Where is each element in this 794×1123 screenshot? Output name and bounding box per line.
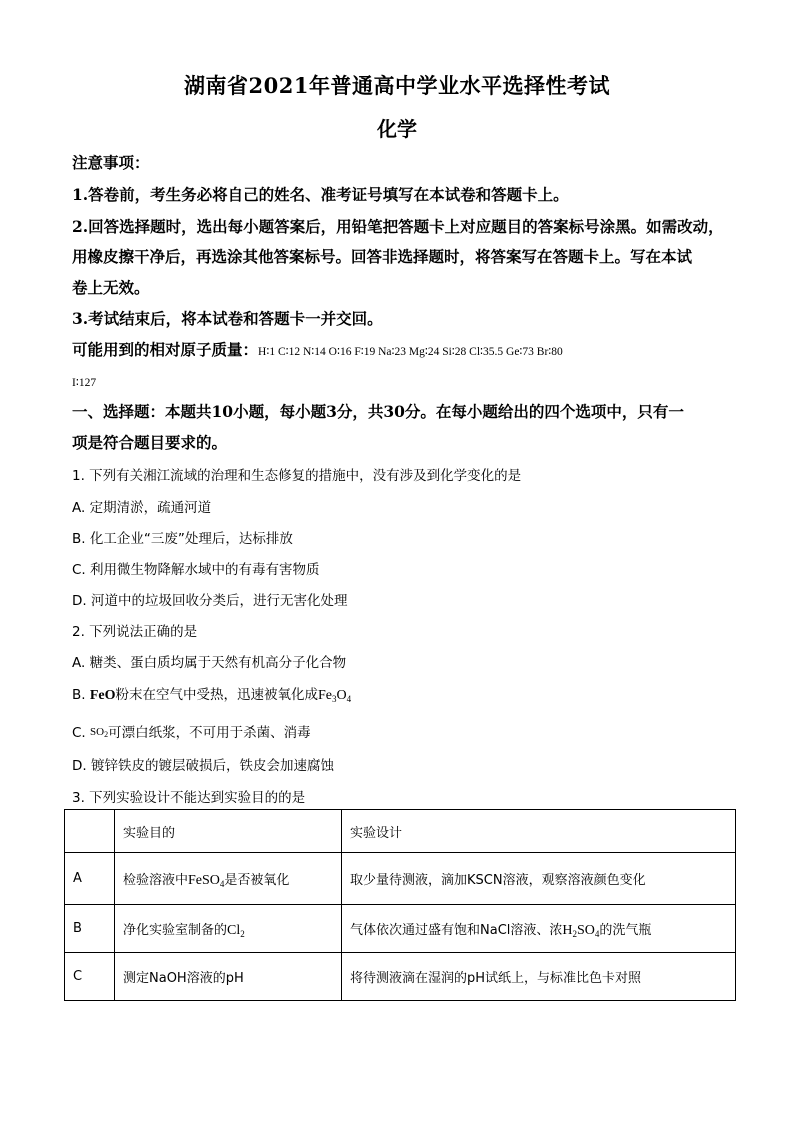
notice-item-2-line-3: 卷上无效。 (72, 278, 150, 297)
subject-title: 化学 (377, 117, 417, 141)
q2-option-b-product (318, 688, 351, 703)
purpose-text: 检验溶液中 (123, 872, 189, 888)
formula (188, 873, 224, 888)
row-b-label: B (65, 905, 115, 953)
design-text: 气体依次通过盛有饱和NaCl溶液、浓 (350, 922, 563, 938)
formula (562, 923, 599, 938)
q3-experiment-table (64, 809, 736, 1001)
formula-element: Cl (227, 922, 241, 938)
q1-option-b: B. 化工企业“三废”处理后，达标排放 (72, 531, 293, 547)
formula-element: FeSO (188, 872, 220, 888)
q2-option-a: A. 糖类、蛋白质均属于天然有机高分子化合物 (72, 655, 347, 671)
q1-option-a: A. 定期清淤，疏通河道 (72, 500, 212, 516)
formula-subscript: 4 (346, 694, 352, 704)
atomic-mass-line-2 (72, 371, 96, 390)
q2-option-c (72, 721, 311, 741)
q2-option-c-formula (90, 726, 108, 738)
row-c-purpose: 测定NaOH溶液的pH (115, 953, 342, 1001)
row-b-purpose (115, 905, 342, 953)
formula-element: SO (577, 922, 595, 938)
formula-subscript: 2 (240, 928, 245, 939)
formula-element: H (562, 922, 573, 938)
table-header-row (65, 810, 736, 853)
q1-option-d: D. 河道中的垃圾回收分类后，进行无害化处理 (72, 593, 348, 609)
q2-option-d: D. 镀锌铁皮的镀层破损后，铁皮会加速腐蚀 (72, 758, 334, 774)
formula-subscript: 4 (594, 928, 600, 939)
notice-item-2-line-1: 2.回答选择题时，选出每小题答案后，用铅笔把答题卡上对应题目的答案标号涂黑。如需改动， (72, 217, 724, 236)
table-row (65, 953, 736, 1001)
purpose-text: 净化实验室制备的 (123, 922, 228, 938)
atomic-mass-line (72, 338, 563, 360)
row-c-design: 将待测液滴在湿润的pH试纸上，与标准比色卡对照 (342, 953, 736, 1001)
formula-subscript: 4 (219, 878, 225, 889)
atomic-mass-values: H∶1 C∶12 N∶14 O∶16 F∶19 Na∶23 Mg∶24 Si∶28 Cl∶35.5 Ge∶73 Br∶80 (258, 346, 563, 358)
section-1-line-1: 一、选择题：本题共10小题，每小题3分，共30分。在每小题给出的四个选项中，只有一 (72, 402, 684, 421)
purpose-text: 是否被氧化 (224, 872, 290, 888)
row-b-design (342, 905, 736, 953)
row-a-design: 取少量待测液，滴加KSCN溶液，观察溶液颜色变化 (342, 853, 736, 905)
q2-option-b-text: 粉末在空气中受热，迅速被氧化成 (115, 687, 319, 703)
atomic-mass-values-2: I∶127 (72, 377, 97, 389)
formula-subscript: 2 (104, 730, 109, 739)
notice-heading: 注意事项： (72, 153, 150, 172)
formula-element: SO (90, 726, 105, 738)
notice-item-2-line-2: 用橡皮擦干净后，再选涂其他答案标号。回答非选择题时，将答案写在答题卡上。写在本试 (72, 247, 693, 266)
formula-subscript: 2 (572, 928, 578, 939)
q2-option-b-formula: FeO (89, 688, 116, 703)
row-a-purpose (115, 853, 342, 905)
q2-option-c-prefix: C. (72, 725, 86, 741)
q1-option-c: C. 利用微生物降解水域中的有毒有害物质 (72, 562, 320, 578)
notice-item-3: 3.考试结束后，将本试卷和答题卡一并交回。 (72, 309, 383, 328)
row-c-label: C (65, 953, 115, 1001)
table-header-purpose: 实验目的 (115, 810, 342, 853)
table-row (65, 905, 736, 953)
q2-option-c-text: 可漂白纸浆，不可用于杀菌、消毒 (108, 725, 311, 741)
atomic-mass-label: 可能用到的相对原子质量： (72, 340, 259, 359)
table-header-design: 实验设计 (342, 810, 736, 853)
q2-option-b-prefix: B. (72, 687, 86, 703)
notice-item-1: 1.答卷前，考生务必将自己的姓名、准考证号填写在本试卷和答题卡上。 (72, 185, 569, 204)
formula (227, 923, 245, 938)
q3-stem: 3. 下列实验设计不能达到实验目的的是 (72, 790, 306, 806)
section-1-line-2: 项是符合题目要求的。 (72, 433, 228, 452)
design-text: 的洗气瓶 (599, 922, 652, 938)
q2-stem: 2. 下列说法正确的是 (72, 624, 198, 640)
exam-title: 湖南省2021年普通高中学业水平选择性考试 (184, 73, 610, 98)
table-row (65, 853, 736, 905)
q1-stem: 1. 下列有关湘江流域的治理和生态修复的措施中，没有涉及到化学变化的是 (72, 468, 522, 484)
q2-option-b (72, 683, 351, 704)
formula-element: Fe (318, 688, 333, 703)
row-a-label: A (65, 853, 115, 905)
table-header-blank (65, 810, 115, 853)
formula-subscript: 3 (332, 694, 337, 704)
formula-element: O (336, 688, 347, 703)
